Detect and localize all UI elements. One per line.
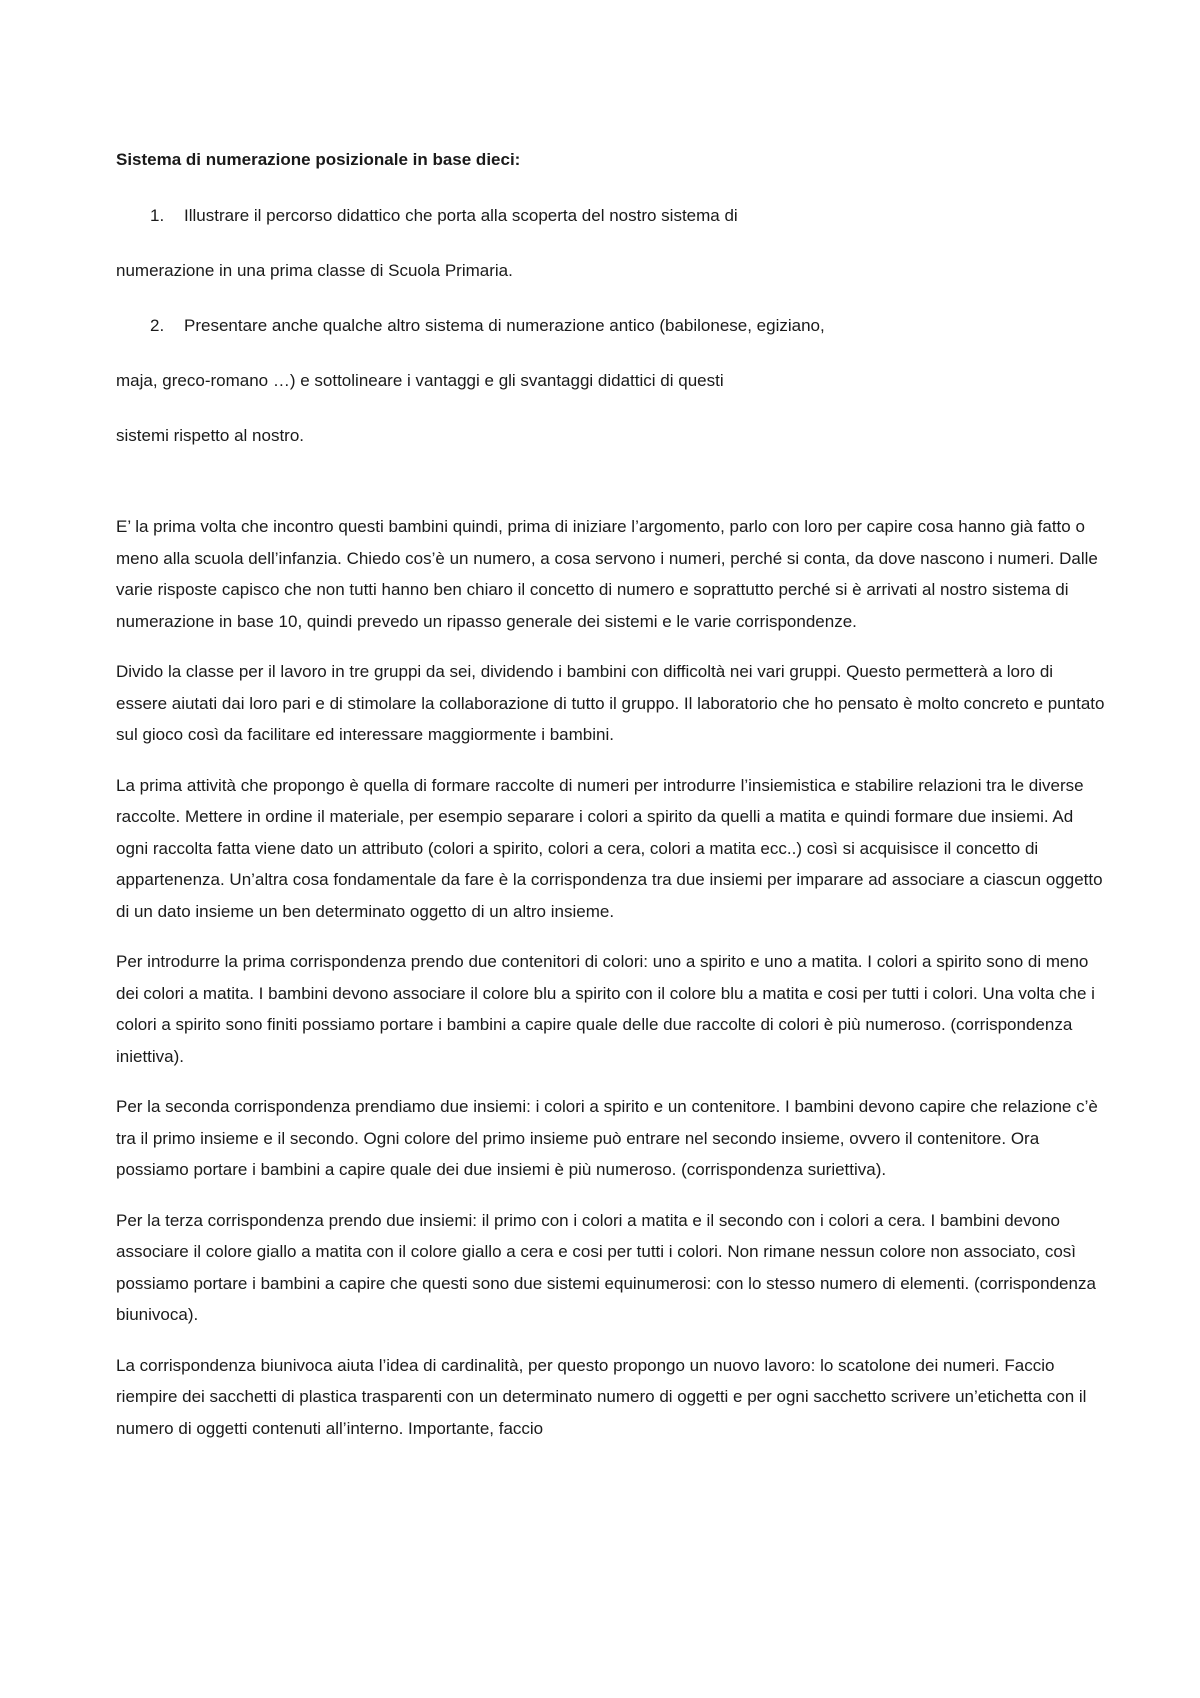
task-2-continuation-2: sistemi rispetto al nostro. <box>116 426 305 445</box>
paragraph-cardinality: La corrispondenza biunivoca aiuta l’idea di cardinalità, per questo propongo un nuovo lavoro: lo scatolone dei numeri. Faccio riempire dei sacchetti di plastica trasparenti con un determinato numero di oggetti e per ogni sacchetto scrivere un’etichetta con il numero di oggetti contenuti all’interno. Importante, faccio <box>116 1355 1087 1438</box>
paragraph-first-activity: La prima attività che propongo è quella di formare raccolte di numeri per introdurre l’insiemistica e stabilire relazioni tra le diverse raccolte. Mettere in ordine il materiale, per esempio separare i colori a spirito da quelli a matita e quindi formare due insiemi. Ad ogni raccolta fatta viene dato un attributo (colori a spirito, colori a cera, colori a matita ecc..) così si acquisisce il concetto di appartenenza. Un’altra cosa fondamentale da fare è la corrispondenza tra due insiemi per imparare ad associare a ciascun oggetto di un dato insieme un ben determinato oggetto di un altro insieme. <box>116 775 1103 921</box>
task-1-first-line: Illustrare il percorso didattico che porta alla scoperta del nostro sistema di <box>184 206 738 225</box>
body-paragraphs <box>116 511 1106 1444</box>
paragraph-injective: Per introdurre la prima corrispondenza prendo due contenitori di colori: uno a spirito e uno a matita. I colori a spirito sono di meno dei colori a matita. I bambini devono associare il colore blu a spirito con il colore blu a matita e cosi per tutti i colori. Una volta che i colori a spirito sono finiti possiamo portare i bambini a capire quale delle due raccolte di colori è più numeroso. (corrispondenza iniettiva). <box>116 952 1095 1066</box>
task-1 <box>116 188 1106 298</box>
task-1-number: 1. <box>150 206 165 225</box>
task-2-first-line: Presentare anche qualche altro sistema di numerazione antico (babilonese, egiziano, <box>184 316 825 335</box>
document-content <box>116 140 1106 1463</box>
paragraph-intro: E’ la prima volta che incontro questi bambini quindi, prima di iniziare l’argomento, parlo con loro per capire cosa hanno già fatto o meno alla scuola dell’infanzia. Chiedo cos’è un numero, a cosa servono i numeri, perché si conta, da dove nascono i numeri. Dalle varie risposte capisco che non tutti hanno ben chiaro il concetto di numero e soprattutto perché si è arrivati al nostro sistema di numerazione in base 10, quindi prevedo un ripasso generale dei sistemi e le varie corrispondenze. <box>116 517 1098 631</box>
task-2-continuation-1: maja, greco-romano …) e sottolineare i vantaggi e gli svantaggi didattici di questi <box>116 371 724 390</box>
task-2 <box>116 298 1106 463</box>
paragraph-surjective: Per la seconda corrispondenza prendiamo due insiemi: i colori a spirito e un contenitore. I bambini devono capire che relazione c’è tra il primo insieme e il secondo. Ogni colore del primo insieme può entrare nel secondo insieme, ovvero il contenitore. Ora possiamo portare i bambini a capire quale dei due insiemi è più numeroso. (corrispondenza suriettiva). <box>116 1097 1098 1179</box>
task-1-continuation: numerazione in una prima classe di Scuola Primaria. <box>116 261 513 280</box>
paragraph-bijective: Per la terza corrispondenza prendo due insiemi: il primo con i colori a matita e il secondo con i colori a cera. I bambini devono associare il colore giallo a matita con il colore giallo a cera e cosi per tutti i colori. Non rimane nessun colore non associato, così possiamo portare i bambini a capire che questi sono due sistemi equinumerosi: con lo stesso numero di elementi. (corrispondenza biunivoca). <box>116 1210 1096 1324</box>
task-2-number: 2. <box>150 316 165 335</box>
document-heading: Sistema di numerazione posizionale in base dieci: <box>116 150 521 169</box>
paragraph-groups: Divido la classe per il lavoro in tre gruppi da sei, dividendo i bambini con difficoltà nei vari gruppi. Questo permetterà a loro di essere aiutati dai loro pari e di stimolare la collaborazione di tutto il gruppo. Il laboratorio che ho pensato è molto concreto e puntato sul gioco così da facilitare ed interessare maggiormente i bambini. <box>116 662 1105 744</box>
